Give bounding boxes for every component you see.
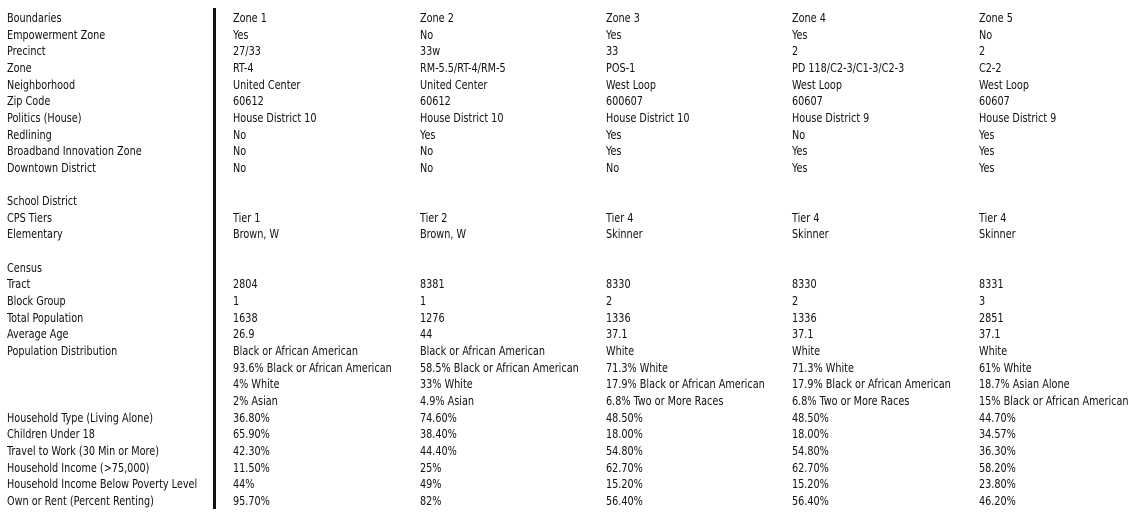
zone-4-value: 18.00% — [792, 426, 829, 442]
row-label: Redlining — [7, 126, 52, 142]
zone-4-value: Yes — [792, 143, 808, 159]
zone-3-value: No — [606, 159, 620, 175]
zone-3-value: 15.20% — [606, 476, 643, 492]
zone-3-value: 600607 — [606, 93, 643, 109]
zone-3-value: 33 — [606, 43, 619, 59]
zone-2-value: Zone 2 — [420, 10, 454, 25]
zone-2-value: No — [420, 143, 434, 159]
zone-4-value: White — [792, 343, 821, 358]
row-label: Average Age — [7, 326, 69, 342]
zone-5-value: 3 — [979, 293, 986, 309]
row-label: School District — [7, 193, 77, 209]
row-label: Precinct — [7, 43, 46, 59]
zone-5-value: Yes — [979, 143, 995, 159]
row-label: Tract — [7, 276, 31, 292]
zone-1-value: 44% — [233, 476, 255, 492]
zone-4-value: 1336 — [792, 309, 817, 325]
zone-3-value: POS-1 — [606, 59, 636, 75]
zone-1-value: Yes — [233, 26, 249, 42]
zone-5-value: 15% Black or African American — [979, 392, 1129, 408]
zone-2-value: 82% — [420, 492, 442, 508]
row-label: Block Group — [7, 293, 66, 309]
zone-4-value: 15.20% — [792, 476, 829, 492]
zone-4-value: Tier 4 — [792, 209, 820, 225]
zone-4-value: Skinner — [792, 226, 829, 242]
zone-3-value: 6.8% Two or More Races — [606, 392, 724, 408]
zone-2-value: 60612 — [420, 93, 451, 109]
zone-2-value: 8381 — [420, 276, 445, 292]
zone-1-value: Zone 1 — [233, 10, 267, 25]
row-label: Zone — [7, 59, 32, 75]
zone-5-value: 2851 — [979, 309, 1004, 325]
row-label: Elementary — [7, 226, 63, 242]
zone-3-value: Yes — [606, 26, 622, 42]
zone-5-value: Tier 4 — [979, 209, 1007, 225]
zone-5-value: 2 — [979, 43, 986, 59]
zone-1-value: Tier 1 — [233, 209, 261, 225]
zone-1-value: 11.50% — [233, 459, 270, 475]
row-label: Total Population — [7, 309, 84, 325]
zone-1-value: No — [233, 143, 247, 159]
zone-2-value: 33w — [420, 43, 441, 59]
row-label: Downtown District — [7, 159, 96, 175]
zone-5-value: 60607 — [979, 93, 1010, 109]
zone-3-value: 2 — [606, 293, 613, 309]
zone-3-value: Tier 4 — [606, 209, 634, 225]
row-label: Household Type (Living Alone) — [7, 409, 154, 425]
zone-5-value: Zone 5 — [979, 10, 1013, 25]
zone-4-value: 2 — [792, 293, 799, 309]
row-label: Boundaries — [7, 10, 62, 25]
zone-4-value: 60607 — [792, 93, 823, 109]
zone-5-value: Skinner — [979, 226, 1016, 242]
zone-1-value: 42.30% — [233, 442, 270, 458]
zone-1-value: Black or African American — [233, 343, 358, 358]
zone-1-value: RT-4 — [233, 59, 254, 75]
zone-2-value: Brown, W — [420, 226, 467, 242]
zone-3-value: 8330 — [606, 276, 631, 292]
zone-3-value: White — [606, 343, 635, 358]
zone-4-value: PD 118/C2-3/C1-3/C2-3 — [792, 59, 905, 75]
zone-3-value: Yes — [606, 143, 622, 159]
row-label: Household Income (>75,000) — [7, 459, 150, 475]
row-label: Politics (House) — [7, 109, 82, 125]
zone-5-value: 46.20% — [979, 492, 1016, 508]
zone-2-value: 38.40% — [420, 426, 457, 442]
zone-1-value: 1638 — [233, 309, 258, 325]
row-label: Household Income Below Poverty Level — [7, 476, 198, 492]
zone-4-value: Yes — [792, 159, 808, 175]
zone-5-value: C2-2 — [979, 59, 1002, 75]
zone-2-value: No — [420, 26, 434, 42]
zone-1-value: 95.70% — [233, 492, 270, 508]
zone-1-value: 93.6% Black or African American — [233, 359, 392, 375]
zone-1-value: House District 10 — [233, 109, 317, 125]
zone-4-value: 71.3% White — [792, 359, 854, 375]
row-label: Broadband Innovation Zone — [7, 143, 142, 159]
zone-5-value: 34.57% — [979, 426, 1016, 442]
zone-2-value: 49% — [420, 476, 442, 492]
zone-2-value: House District 10 — [420, 109, 504, 125]
zone-2-value: No — [420, 159, 434, 175]
row-label: Empowerment Zone — [7, 26, 106, 42]
zone-4-value: 6.8% Two or More Races — [792, 392, 910, 408]
zone-3-value: 56.40% — [606, 492, 643, 508]
row-label: Children Under 18 — [7, 426, 95, 442]
zone-5-value: 18.7% Asian Alone — [979, 376, 1070, 392]
zone-1-value: 27/33 — [233, 43, 261, 59]
zone-3-value: 54.80% — [606, 442, 643, 458]
zone-2-value: 33% White — [420, 376, 473, 392]
zone-5-value: White — [979, 343, 1008, 358]
zone-2-value: Black or African American — [420, 343, 545, 358]
zone-5-value: Yes — [979, 159, 995, 175]
zone-5-value: 44.70% — [979, 409, 1016, 425]
zone-3-value: Yes — [606, 126, 622, 142]
row-label: Census — [7, 259, 43, 275]
row-label: Travel to Work (30 Min or More) — [7, 442, 160, 458]
zone-5-value: No — [979, 26, 993, 42]
zone-4-value: Zone 4 — [792, 10, 826, 25]
zone-2-value: 1 — [420, 293, 427, 309]
zone-3-value: 37.1 — [606, 326, 628, 342]
zone-1-value: 36.80% — [233, 409, 270, 425]
zone-5-value: 36.30% — [979, 442, 1016, 458]
zone-1-value: United Center — [233, 76, 301, 92]
zone-5-value: 61% White — [979, 359, 1032, 375]
zone-1-value: Brown, W — [233, 226, 280, 242]
zone-5-value: 8331 — [979, 276, 1004, 292]
zone-2-value: 4.9% Asian — [420, 392, 475, 408]
row-label: Own or Rent (Percent Renting) — [7, 492, 154, 508]
column-divider — [213, 8, 216, 509]
zone-1-value: 26.9 — [233, 326, 255, 342]
row-label: Neighborhood — [7, 76, 76, 92]
zone-4-value: 56.40% — [792, 492, 829, 508]
zone-2-value: Tier 2 — [420, 209, 448, 225]
row-label: Population Distribution — [7, 343, 118, 358]
zone-4-value: No — [792, 126, 806, 142]
zone-4-value: 48.50% — [792, 409, 829, 425]
zone-5-value: West Loop — [979, 76, 1029, 92]
zone-2-value: 1276 — [420, 309, 445, 325]
zone-2-value: 74.60% — [420, 409, 457, 425]
zone-2-value: 44 — [420, 326, 433, 342]
zone-3-value: 1336 — [606, 309, 631, 325]
zone-3-value: 18.00% — [606, 426, 643, 442]
zone-4-value: 62.70% — [792, 459, 829, 475]
zone-3-value: 62.70% — [606, 459, 643, 475]
zone-3-value: House District 10 — [606, 109, 690, 125]
zone-4-value: 2 — [792, 43, 799, 59]
zone-4-value: Yes — [792, 26, 808, 42]
zone-5-value: Yes — [979, 126, 995, 142]
zone-3-value: 17.9% Black or African American — [606, 376, 765, 392]
zone-2-value: 25% — [420, 459, 442, 475]
zone-5-value: 23.80% — [979, 476, 1016, 492]
zone-1-value: 65.90% — [233, 426, 270, 442]
zone-3-value: 71.3% White — [606, 359, 668, 375]
zone-5-value: 58.20% — [979, 459, 1016, 475]
zone-4-value: House District 9 — [792, 109, 870, 125]
row-label: CPS Tiers — [7, 209, 53, 225]
zone-1-value: 2% Asian — [233, 392, 278, 408]
zone-2-value: Yes — [420, 126, 436, 142]
zone-4-value: 54.80% — [792, 442, 829, 458]
zone-4-value: 17.9% Black or African American — [792, 376, 951, 392]
row-label: Zip Code — [7, 93, 51, 109]
zone-5-value: 37.1 — [979, 326, 1001, 342]
zone-1-value: 60612 — [233, 93, 264, 109]
zone-3-value: Skinner — [606, 226, 643, 242]
zone-2-value: 44.40% — [420, 442, 457, 458]
zone-5-value: House District 9 — [979, 109, 1057, 125]
zone-4-value: 8330 — [792, 276, 817, 292]
zone-3-value: 48.50% — [606, 409, 643, 425]
zone-3-value: Zone 3 — [606, 10, 640, 25]
zone-4-value: West Loop — [792, 76, 842, 92]
zone-1-value: No — [233, 159, 247, 175]
zone-2-value: United Center — [420, 76, 488, 92]
zone-2-value: 58.5% Black or African American — [420, 359, 579, 375]
zone-1-value: 4% White — [233, 376, 280, 392]
zone-4-value: 37.1 — [792, 326, 814, 342]
zone-3-value: West Loop — [606, 76, 656, 92]
zone-1-value: No — [233, 126, 247, 142]
zone-1-value: 2804 — [233, 276, 258, 292]
zone-1-value: 1 — [233, 293, 240, 309]
zone-2-value: RM-5.5/RT-4/RM-5 — [420, 59, 506, 75]
